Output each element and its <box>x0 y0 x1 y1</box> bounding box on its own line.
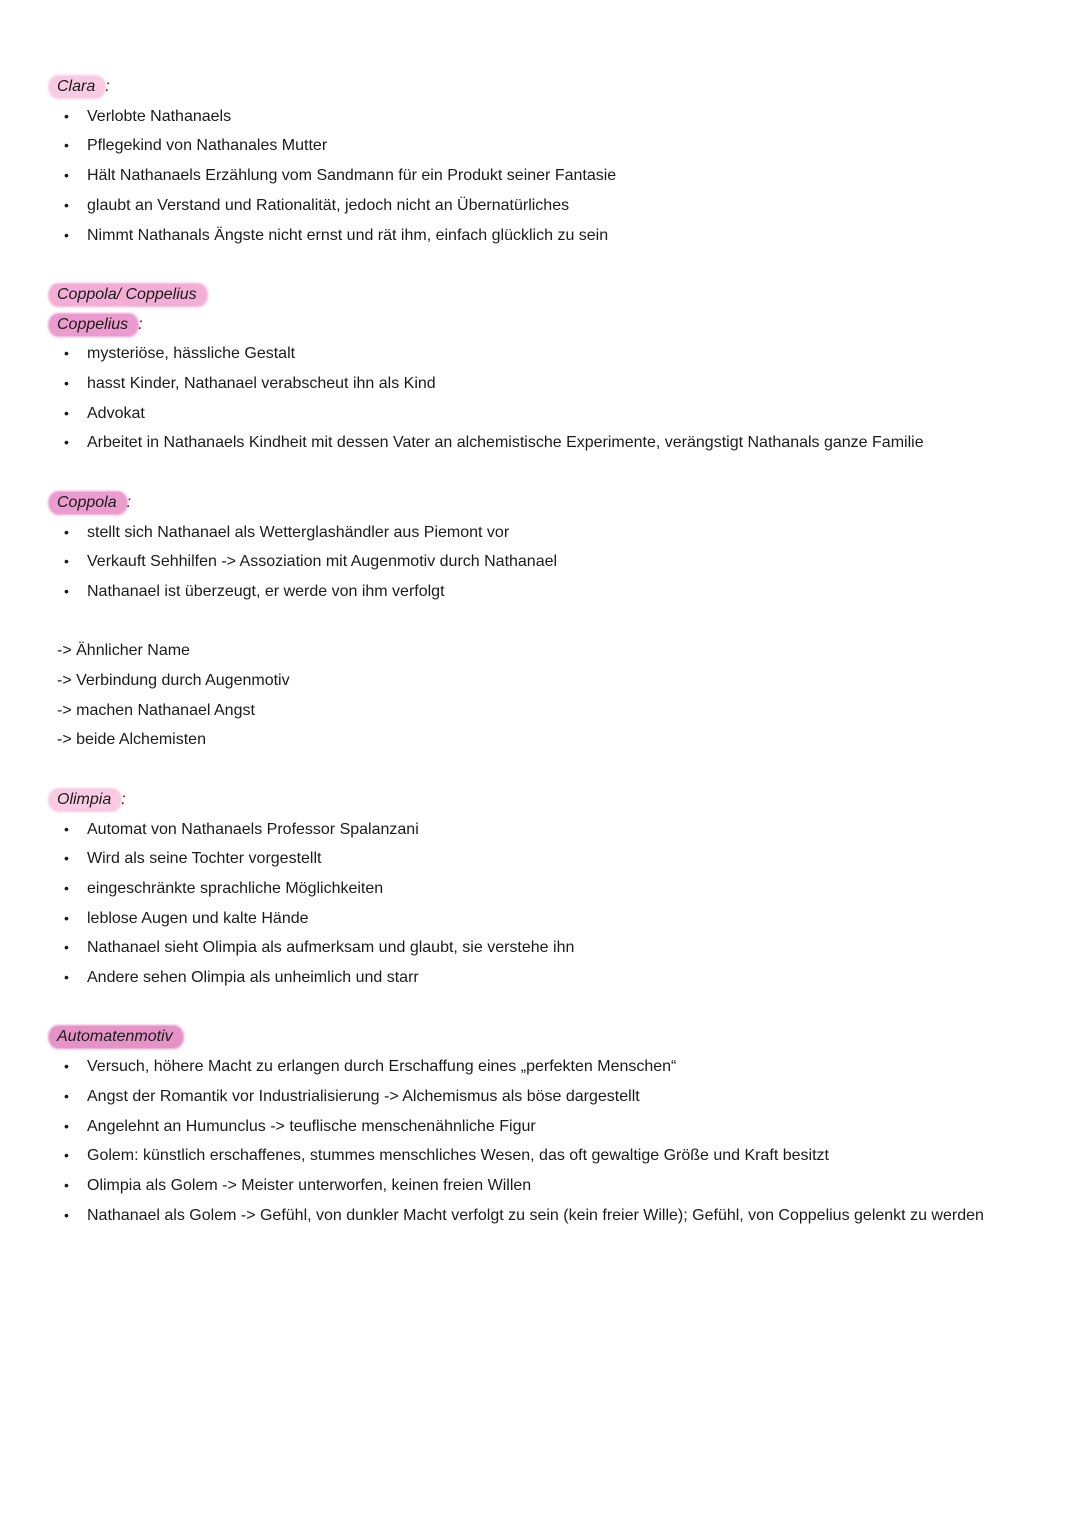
bullet-marker-icon: • <box>64 969 69 986</box>
section-heading-automatenmotiv <box>57 1022 1036 1052</box>
bullet-marker-icon: • <box>64 1176 69 1193</box>
bullet-marker-icon: • <box>64 1147 69 1164</box>
bullet-marker-icon: • <box>64 820 69 837</box>
bullet-item <box>57 161 1036 191</box>
section-heading-coppola <box>57 488 1036 518</box>
bullet-item <box>57 547 1036 577</box>
bullet-marker-icon: • <box>64 1058 69 1075</box>
heading-colon: : <box>121 790 126 808</box>
bullet-item <box>57 1141 1036 1171</box>
section-heading-coppola-coppelius <box>57 310 1036 340</box>
item-text: Nathanael ist überzeugt, er werde von ihm verfolgt <box>87 582 445 600</box>
section-olimpia <box>57 785 1036 993</box>
bullet-item <box>57 933 1036 963</box>
item-text: -> Ähnlicher Name <box>57 642 190 660</box>
item-text: Angelehnt an Humunclus -> teuflische menschenähnliche Figur <box>87 1117 536 1135</box>
heading-highlight: Clara <box>49 76 105 98</box>
bullet-item <box>57 963 1036 993</box>
bullet-item <box>57 1171 1036 1201</box>
arrow-note <box>57 725 1036 755</box>
bullet-item <box>57 874 1036 904</box>
item-text: Arbeitet in Nathanaels Kindheit mit dessen Vater an alchemistische Experimente, verängstigt Nathanals ganze Familie <box>87 434 924 452</box>
bullet-marker-icon: • <box>64 375 69 392</box>
bullet-marker-icon: • <box>64 1117 69 1134</box>
item-text: Wird als seine Tochter vorgestellt <box>87 850 322 868</box>
arrow-note <box>57 636 1036 666</box>
bullet-item <box>57 221 1036 251</box>
heading-highlight: Coppola <box>49 492 127 514</box>
item-text: -> beide Alchemisten <box>57 731 206 749</box>
bullet-marker-icon: • <box>64 553 69 570</box>
item-text: eingeschränkte sprachliche Möglichkeiten <box>87 879 384 897</box>
item-text: leblose Augen und kalte Hände <box>87 909 309 927</box>
item-text: Advokat <box>87 404 145 422</box>
bullet-item <box>57 428 1036 458</box>
bullet-marker-icon: • <box>64 850 69 867</box>
section-vergleich <box>57 636 1036 755</box>
bullet-marker-icon: • <box>64 226 69 243</box>
bullet-marker-icon: • <box>64 107 69 124</box>
item-text: Olimpia als Golem -> Meister unterworfen, keinen freien Willen <box>87 1176 532 1194</box>
section-coppola <box>57 488 1036 607</box>
item-text: Nathanael sieht Olimpia als aufmerksam und glaubt, sie verstehe ihn <box>87 939 575 957</box>
bullet-item <box>57 369 1036 399</box>
heading-colon: : <box>138 315 143 333</box>
heading-colon: : <box>126 493 132 511</box>
arrow-note <box>57 666 1036 696</box>
bullet-item <box>57 518 1036 548</box>
section-heading-clara <box>57 72 1036 102</box>
item-text: Verlobte Nathanaels <box>87 107 232 125</box>
bullet-marker-icon: • <box>64 167 69 184</box>
bullet-marker-icon: • <box>64 909 69 926</box>
item-text: hasst Kinder, Nathanael verabscheut ihn als Kind <box>87 375 436 393</box>
bullet-item <box>57 1112 1036 1142</box>
bullet-marker-icon: • <box>64 137 69 154</box>
item-text: Hält Nathanaels Erzählung vom Sandmann für ein Produkt seiner Fantasie <box>87 167 617 185</box>
item-text: Andere sehen Olimpia als unheimlich und starr <box>87 969 419 987</box>
bullet-item <box>57 399 1036 429</box>
heading-highlight: Coppelius <box>49 314 138 336</box>
item-text: Versuch, höhere Macht zu erlangen durch Erschaffung eines „perfekten Menschen“ <box>87 1058 677 1076</box>
item-text: Pflegekind von Nathanales Mutter <box>87 137 328 155</box>
bullet-marker-icon: • <box>64 1087 69 1104</box>
item-text: glaubt an Verstand und Rationalität, jedoch nicht an Übernatürliches <box>87 196 570 214</box>
section-coppola-coppelius <box>57 280 1036 458</box>
section-heading-coppola-coppelius <box>57 280 1036 310</box>
heading-colon: : <box>105 78 110 95</box>
bullet-marker-icon: • <box>64 196 69 213</box>
heading-highlight: Coppola/ Coppelius <box>49 284 207 306</box>
arrow-note <box>57 696 1036 726</box>
bullet-item <box>57 191 1036 221</box>
bullet-marker-icon: • <box>64 582 69 599</box>
bullet-marker-icon: • <box>64 1206 69 1223</box>
section-clara <box>57 72 1036 250</box>
bullet-item <box>57 131 1036 161</box>
bullet-marker-icon: • <box>64 879 69 896</box>
bullet-marker-icon: • <box>64 345 69 362</box>
item-text: stellt sich Nathanael als Wetterglashändler aus Piemont vor <box>87 523 510 541</box>
section-automatenmotiv <box>57 1022 1036 1230</box>
bullet-item <box>57 1201 1036 1231</box>
bullet-marker-icon: • <box>64 939 69 956</box>
bullet-item <box>57 815 1036 845</box>
item-text: Angst der Romantik vor Industrialisierung -> Alchemismus als böse dargestellt <box>87 1087 640 1105</box>
item-text: Verkauft Sehhilfen -> Assoziation mit Augenmotiv durch Nathanael <box>87 553 558 571</box>
item-text: Nimmt Nathanals Ängste nicht ernst und rät ihm, einfach glücklich zu sein <box>87 226 609 244</box>
bullet-item <box>57 844 1036 874</box>
heading-highlight: Automatenmotiv <box>49 1026 183 1048</box>
section-heading-olimpia <box>57 785 1036 815</box>
bullet-marker-icon: • <box>64 523 69 540</box>
item-text: -> Verbindung durch Augenmotiv <box>57 672 290 690</box>
bullet-marker-icon: • <box>64 404 69 421</box>
heading-highlight: Olimpia <box>49 789 121 811</box>
item-text: Nathanael als Golem -> Gefühl, von dunkler Macht verfolgt zu sein (kein freier Wille); Gefühl, von Coppelius gelenkt zu werden <box>87 1206 984 1224</box>
bullet-item <box>57 1082 1036 1112</box>
bullet-item <box>57 904 1036 934</box>
item-text: Automat von Nathanaels Professor Spalanzani <box>87 820 419 838</box>
bullet-item <box>57 102 1036 132</box>
bullet-item <box>57 577 1036 607</box>
bullet-item <box>57 1052 1036 1082</box>
bullet-marker-icon: • <box>64 434 69 451</box>
item-text: Golem: künstlich erschaffenes, stummes menschliches Wesen, das oft gewaltige Größe und Kraft besitzt <box>87 1147 829 1165</box>
item-text: mysteriöse, hässliche Gestalt <box>87 345 296 363</box>
bullet-item <box>57 339 1036 369</box>
item-text: -> machen Nathanael Angst <box>57 701 255 719</box>
